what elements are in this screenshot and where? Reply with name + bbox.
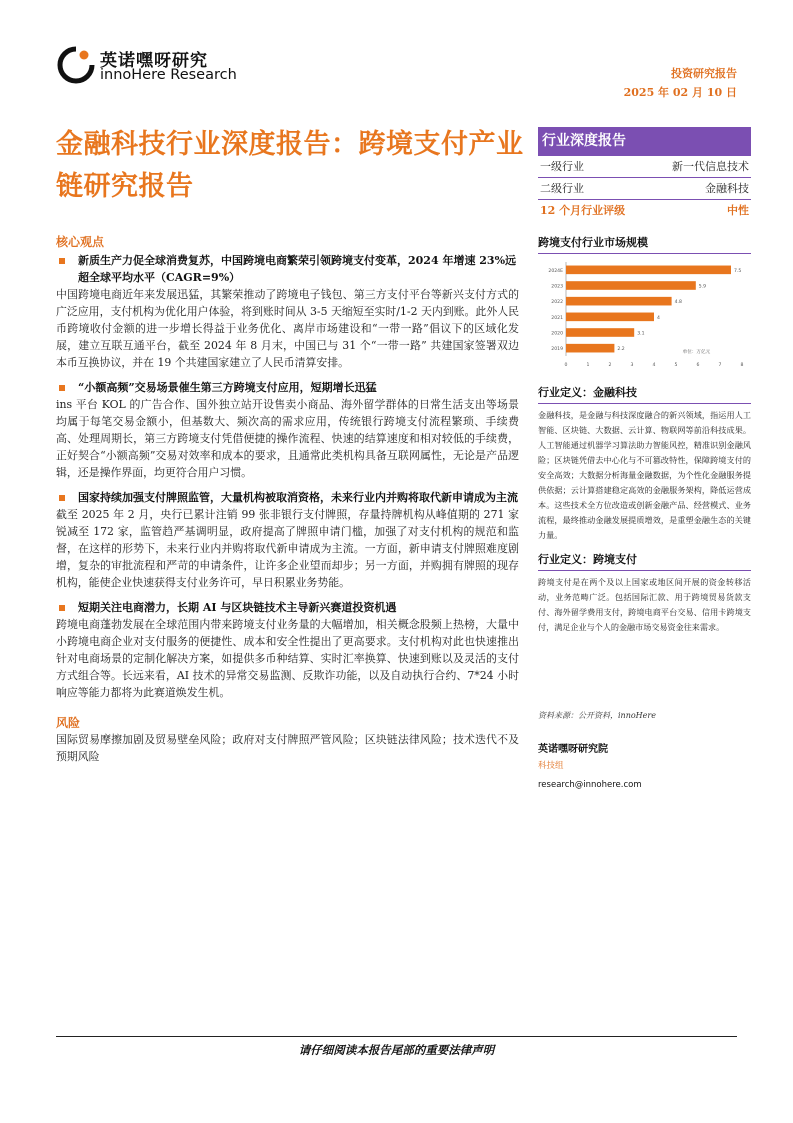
chart-value-label: 5.9 [698,284,707,290]
bullet-square-icon [59,495,65,501]
chart-bar [566,328,634,337]
chart-value-label: 2.2 [617,347,625,353]
chart-tick-label: 7 [718,363,722,368]
chart-value-label: 4 [657,315,660,321]
footer-legal-notice: 请仔细阅读本报告尾部的重要法律声明 [298,1043,495,1057]
chart-tick-label: 4 [652,363,656,368]
core-views-heading: 核心观点 [56,235,105,249]
sidebar [538,127,751,635]
core-point-body: 截至 2025 年 2 月，央行已累计注销 99 张非银行支付牌照，存量持牌机构从峰值期的 271 家锐减至 172 家，监管趋严基调明显，政府提高了牌照申请门槛，加强了对支付机构的规范和监督，在这样的形势下，未来行业内并购将取代新申请成为主流。一方面，新申请支付牌照难度剧增，复杂的审批流程和严苛的申请条件，让许多企业望而却步；另一方面，并购拥有牌照的现存机构，能使企业快速获得支付业务许可，早日积累业务势能。 [56,508,519,589]
chart-bar [566,266,731,275]
chart-svg [538,256,751,374]
chart-bar [566,344,614,353]
definition-body: 金融科技，是金融与科技深度融合的新兴领域，指运用人工智能、区块链、大数据、云计算、物联网等前沿科技成果。人工智能通过机器学习算法助力智能风控，精准识别金融风险；区块链凭借去中心化与不可篡改特性，保障跨境支付的安全高效；大数据分析海量金融数据，为个性化金融服务提供依据；云计算搭建稳定高效的金融服务架构，降低运营成本。这些技术全方位改造或创新金融产品、经营模式、业务流程，最终推动金融发展提质增效，是重塑金融生态的关键力量。 [538,410,751,540]
chart-bar [566,313,654,322]
chart-category-label: 2021 [551,315,563,321]
report-title: 金融科技行业深度报告：跨境支付产业链研究报告 [56,129,524,202]
core-point-body: 中国跨境电商近年来发展迅猛，其繁荣推动了跨境电子钱包、第三方支付平台等新兴支付方式的广泛应用，支付机构为优化用户体验，将到账时间从 3-5 天缩短至实时/1-2 天内到账。此外人民币跨境收付金额的进一步增长得益于业务优化、离岸市场建设和“一带一路”倡议下的区域化发展，建立互联互通平台，截至 2024 年 8 月末，中国已与 31 个“一带一路” 共建国家签署双边本币互换协议，并在 19 个共建国家建立了人民币清算安排。 [56,288,519,369]
chart-category-label: 2020 [551,331,563,337]
chart-tick-label: 5 [674,363,678,368]
chart-tick-label: 6 [696,363,700,368]
bullet-square-icon [59,385,65,391]
logo-mark-icon [56,42,96,88]
definition-body: 跨境支付是在两个及以上国家或地区间开展的资金转移活动，业务范畴广泛。包括国际汇款、用于跨境贸易货款支付、海外留学费用支付，跨境电商平台交易、信用卡跨境支付，满足企业与个人的金融市场交易资金往来需求。 [538,577,751,632]
chart-value-label: 3.1 [637,331,645,337]
institute-name: 英诺嘿呀研究院 [538,744,608,755]
industry-row-value: 新一代信息技术 [672,160,749,173]
source-note: 资料来源：公开资料，innoHere [538,711,656,720]
chart-category-label: 2022 [551,300,563,306]
chart-tick-label: 1 [586,363,590,368]
definition-heading: 行业定义：跨境支付 [538,551,751,571]
core-views-section [56,234,519,765]
industry-row [538,156,751,178]
chart-bar [566,297,672,306]
industry-header: 行业深度报告 [538,127,751,156]
bullet-square-icon [59,605,65,611]
risk-heading: 风险 [56,716,81,730]
industry-row-label: 一级行业 [540,160,584,173]
chart-tick-label: 2 [608,363,612,368]
risk-body: 国际贸易摩擦加剧及贸易壁垒风险；政府对支付牌照严管风险；区块链法律风险；技术迭代不及预期风险 [56,733,519,763]
brand-logo [56,42,256,88]
core-point-heading: 新质生产力促全球消费复苏，中国跨境电商繁荣引领跨境支付变革，2024 年增速 23%远超全球平均水平（CAGR=9%） [56,252,519,286]
chart-value-label: 4.8 [674,300,682,306]
chart-category-label: 2023 [551,284,563,290]
rating-value: 中性 [727,204,749,217]
chart-unit-note: 单位：万亿元 [682,350,711,355]
core-point-body: 跨境电商蓬勃发展在全球范围内带来跨境支付业务量的大幅增加，相关概念股频上热榜，大量中小跨境电商企业对支付服务的便捷性、成本和安全性提出了更高要求。支付机构对此也快速推出针对电商场景的定制化解决方案，如提供多币种结算、实时汇率换算、快速到账以及灵活的支付方式组合等。长远来看，AI 技术的异常交易监测、反欺诈功能，以及自动执行合约、7*24 小时响应等能力都将为此赛道焕发生机。 [56,618,519,699]
report-type: 投资研究报告 [671,67,737,80]
rating-label: 12 个月行业评级 [540,204,626,217]
report-date: 2025 年 02 月 10 日 [623,86,737,99]
industry-rating-row [538,200,751,222]
chart-value-label: 7.5 [734,268,742,274]
chart-tick-label: 0 [564,363,568,368]
institute-group: 科技组 [538,761,564,771]
chart-tick-label: 8 [740,363,744,368]
institute-email[interactable]: research@innohere.com [538,780,642,790]
market-size-chart [538,256,751,374]
core-point-body: ins 平台 KOL 的广告合作、国外独立站开设售卖小商品、海外留学群体的日常生活支出等场景均属于每笔交易金额小，但基数大、频次高的需求应用，传统银行跨境支付流程繁琐、手续费高、处理周期长，第三方跨境支付凭借便捷的操作流程、快速的结算速度和相对较低的手续费，正好契合“小额高频”交易对效率和成本的要求，且通常此类机构具备互联网属性，无论是产品逻辑，还是操作界面，均更符合用户习惯。 [56,398,519,479]
brand-name-en: innoHere Research [100,67,237,83]
industry-row [538,178,751,200]
brand-name-cn: 英诺嘿呀研究 [100,51,208,71]
core-point-heading: “小额高频”交易场景催生第三方跨境支付应用，短期增长迅猛 [56,379,519,396]
core-point-heading: 短期关注电商潜力，长期 AI 与区块链技术主导新兴赛道投资机遇 [56,599,519,616]
chart-category-label: 2024E [548,268,563,274]
industry-row-label: 二级行业 [540,182,584,195]
chart-bar [566,281,696,290]
bullet-square-icon [59,258,65,264]
definition-heading: 行业定义：金融科技 [538,384,751,404]
chart-title: 跨境支付行业市场规模 [538,234,751,254]
chart-tick-label: 3 [630,363,634,368]
industry-row-value: 金融科技 [705,182,749,195]
footer-divider [56,1036,737,1037]
chart-category-label: 2019 [551,347,563,353]
core-point-heading: 国家持续加强支付牌照监管，大量机构被取消资格，未来行业内并购将取代新申请成为主流 [56,489,519,506]
